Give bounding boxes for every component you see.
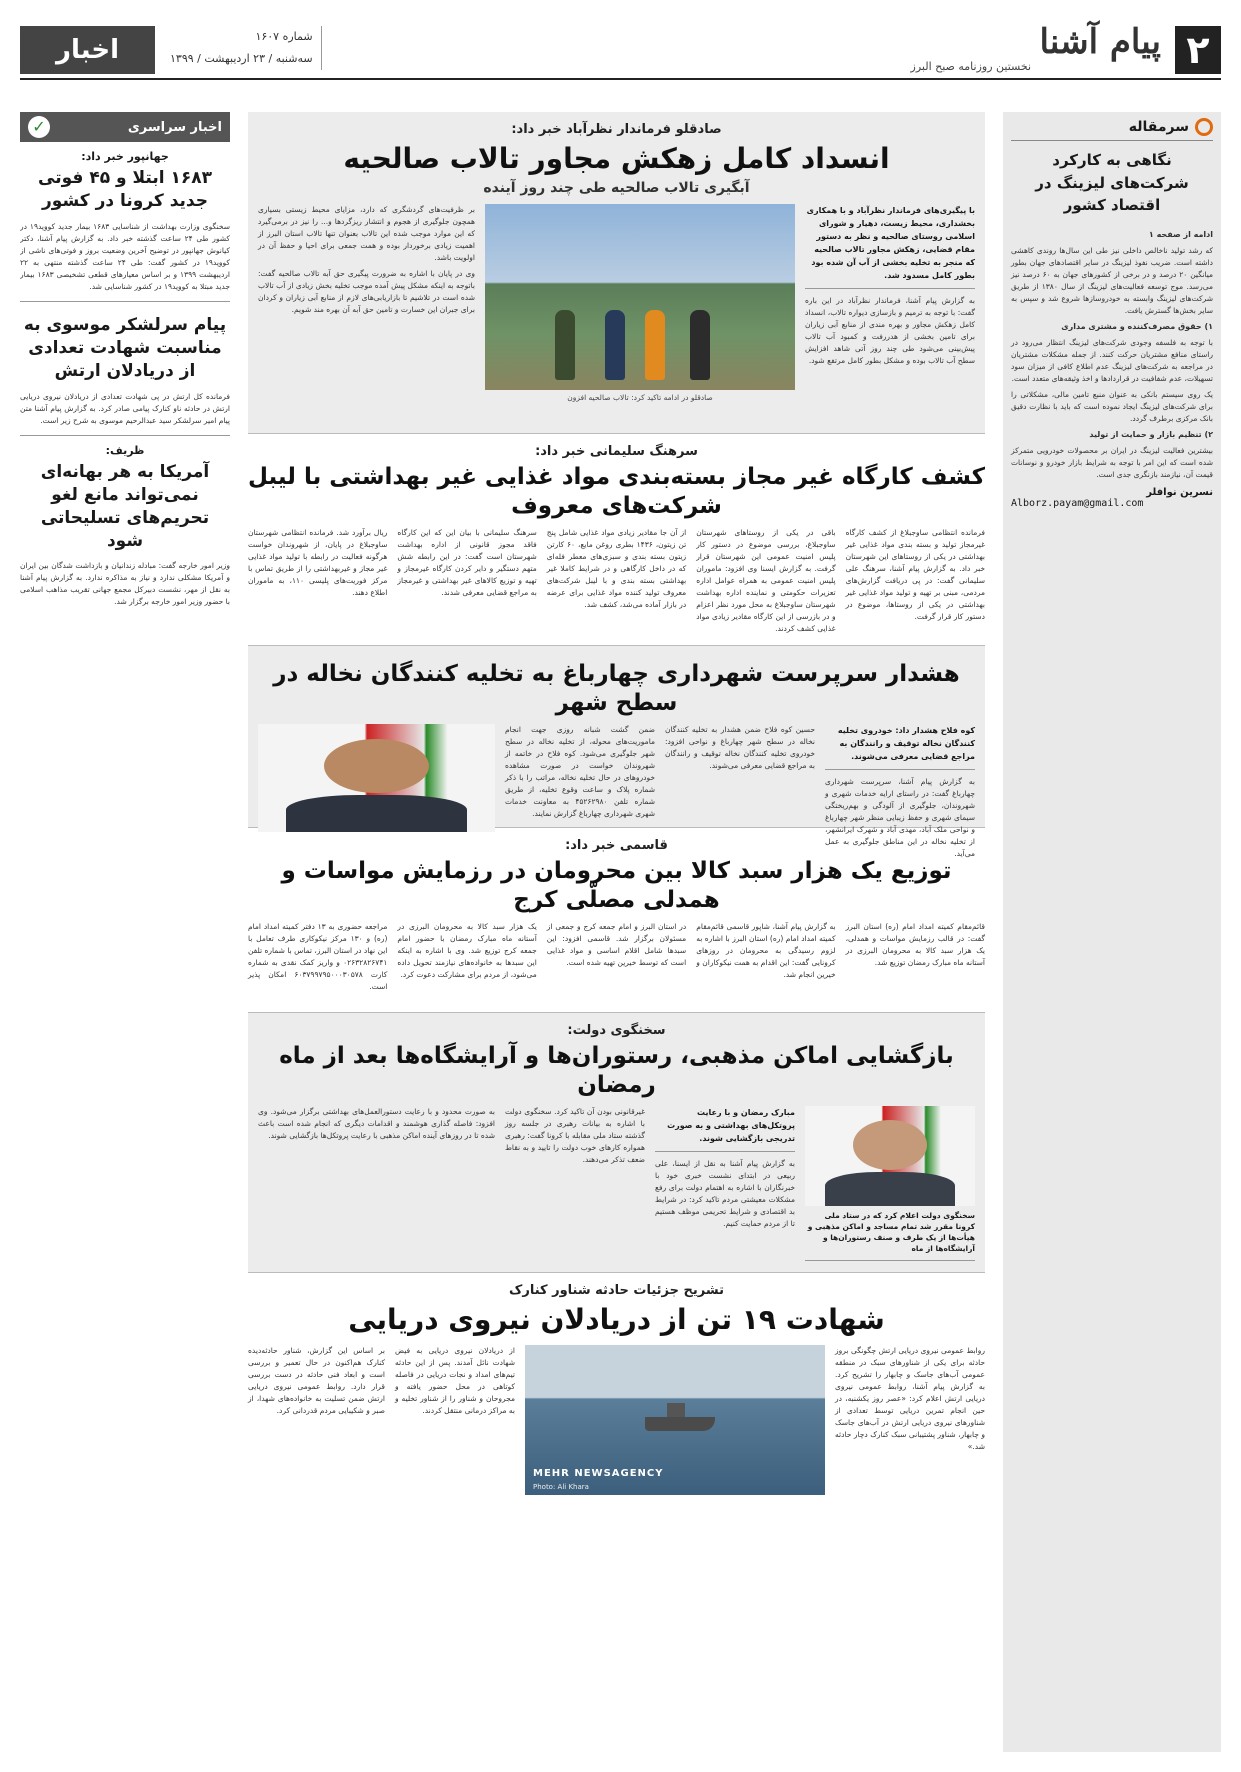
story-lead: کوه فلاح هشدار داد: خودروی تخلیه کنندگان نخاله توقیف و رانندگان به مراجع قضایی معرفی می‌شوند. (825, 724, 975, 770)
story-body: بر اساس این گزارش، شناور حادثه‌دیده کنارک هم‌اکنون در حال تعمیر و بررسی است و ابعاد فنی حادثه در دست بررسی قرار دارد. روابط عمومی نیروی دریایی ارتش ضمن تسلیت به خانواده‌های شهدا، از صبر و شکیبایی مردم قدردانی کرد. (248, 1346, 385, 1415)
story-column: فرمانده انتظامی ساوجبلاغ از کشف کارگاه غیرمجاز تولید و بسته بندی مواد غذایی غیر بهداشتی در یکی از روستاهای این شهرستان خبر داد. به گزارش پیام آشنا، سرهنگ علی سلیمانی گفت: در پی دریافت گزارش‌های مردمی، مبنی بر تهیه و تولید مواد غذایی غیر بهداشتی در یکی از روستاها، موضوع در دستور کار قرار گرفت. (845, 527, 985, 621)
national-news-label (20, 112, 230, 142)
editorial-paragraph: بیشترین فعالیت لیزینگ در ایران بر محصولات خودرویی متمرکز شده است که این امر با توجه به شرایط بازار خودرو و نوسانات قیمت آن، نیازمند بازنگری جدی است. (1011, 445, 1213, 479)
story-column: از آن جا مقادیر زیادی مواد غذایی شامل پنج تن زیتون، ۱۴۳۶ بطری روغن مایع، ۶۰ کارتن زیتون بسته بندی و سبزی‌های معطر فله‌ای که در داخل کارگاهی و در شرایط کاملا غیر بهداشتی بسته بندی و با لیبل شرکت‌های معروف تولید کننده مواد غذایی برای عرضه در بازار آماده می‌شد، کشف شد. (546, 527, 687, 609)
issue-info (170, 26, 322, 70)
story-column: ریال برآورد شد. فرمانده انتظامی شهرستان ساوجبلاغ در پایان، از شهروندان خواست هرگونه فعالیت در رابطه با تولید مواد غذایی غیر مجاز و غیربهداشتی را از طریق تماس با مرکز فوریت‌های پلیسی ۱۱۰، به ماموران اطلاع دهند. (247, 527, 388, 597)
story-column: مراجعه حضوری به ۱۳ دفتر کمیته امداد امام (ره) و ۱۳۰ مرکز نیکوکاری طرف تعامل با این نهاد در استان البرز، تماس با شماره تلفن ۰۲۶۳۲۸۲۶۷۴۱ و واریز کمک نقدی به شماره کارت ۶۰۳۷۹۹۷۹۵۰۰۰۳۰۵۷۸ امکان پذیر است. (247, 921, 388, 991)
story-body: به گزارش پیام آشنا، سرپرست شهرداری چهارباغ گفت: در راستای ارایه خدمات شهری و شهروندان، جلوگیری از آلودگی و بهم‌ریختگی سیمای شهری و حفظ زیبایی منظر شهر چهارباغ و نواحی ملک آباد، مهدی آباد و شهرک ایرانشهر، از تخلیه نخاله در این مناطق جلوگیری به عمل می‌آید. (825, 776, 975, 858)
story-headline: آمریکا به هر بهانه‌ای نمی‌تواند مانع لغو تحریم‌های تسلیحاتی شود (40, 461, 210, 551)
story-column: در استان البرز و امام جمعه کرج و جمعی از مسئولان برگزار شد. قاسمی افزود: این سبدها شامل اقلام اساسی و مواد غذایی است که توسط خیرین تهیه شده است. (546, 921, 687, 967)
national-story (20, 142, 230, 302)
editorial-icon (1195, 118, 1213, 136)
editorial-label-text: سرمقاله (1128, 119, 1189, 135)
story-body: به گزارش پیام آشنا به نقل از ایسنا، علی ربیعی در ابتدای نشست خبری خود با خبرنگاران با اشاره به اهتمام دولت برای رفع مشکلات معیشتی مردم تاکید کرد: در شرایط بد اقتصادی و شرایط تحریمی موظف هستیم تا از مردم حمایت کنیم. (655, 1158, 795, 1228)
story-column: یک هزار سبد کالا به محرومان البرزی در آستانه ماه مبارک رمضان با حضور امام جمعه کرج توزیع شد. وی با اشاره به اینکه این سبدها به خانواده‌های نیازمند تحویل داده می‌شود، از مردم برای مشارکت دعوت کرد. (397, 921, 537, 979)
story-headline: انسداد کامل زهکش مجاور تالاب صالحیه (343, 142, 890, 175)
story-headline: توزیع یک هزار سبد کالا بین محرومان در رزمایش مواسات و همدلی مصلّی کرج (281, 858, 952, 913)
editorial-paragraph: یک روی سیستم بانکی به عنوان منبع تامین مالی، مشکلاتی را برای شرکت‌های لیزینگ ایجاد نموده است که باید با نظارت دقیق بانک مرکزی برطرف گردد. (1011, 389, 1213, 423)
story-illegal-workshop (248, 434, 985, 646)
story-headline: شهادت ۱۹ تن از دریادلان نیروی دریایی (348, 1303, 885, 1336)
story-body: روابط عمومی نیروی دریایی ارتش چگونگی بروز حادثه برای یکی از شناورهای سبک در منطقه عمومی آب‌های جاسک و چابهار را تشریح کرد. به گزارش پیام آشنا، روابط عمومی نیروی دریایی ارتش اعلام کرد: «عصر روز یکشنبه، در حین انجام تمرین دریایی توسط تعدادی از شناورهای نیروی دریایی ارتش در آب‌های جاسک و چابهار، شناور پشتیبانی سبک کنارک دچار حادثه شد.» (835, 1346, 985, 1451)
story-kicker: جهانپور خبر داد: (81, 150, 169, 163)
story-kicker: ظریف: (105, 443, 145, 457)
photo-caption: سخنگوی دولت اعلام کرد که در ستاد ملی کرونا مقرر شد تمام مساجد و اماکن مذهبی و هیأت‌ها از یک طرف و صنف رستوران‌ها و آرایشگاه‌ها از ماه (805, 1210, 975, 1261)
masthead (20, 20, 1221, 80)
editorial-subheading: ۲) تنظیم بازار و حمایت از تولید (1089, 429, 1213, 439)
agency-watermark: MEHR NEWSAGENCY (533, 1468, 664, 1479)
story-kicker: صادقلو فرماندار نظرآباد خبر داد: (511, 122, 722, 137)
editorial-subheading: ۱) حقوق مصرف‌کننده و مشتری مداری (1061, 321, 1213, 331)
story-kicker: تشریح جزئیات حادثه شناور کنارک (509, 1283, 724, 1298)
story-headline: ۱۶۸۳ ابتلا و ۴۵ فوتی جدید کرونا در کشور (38, 168, 212, 211)
photo-credit: Photo: Ali Khara (533, 1483, 589, 1491)
story-body: ضمن گشت شبانه روزی جهت انجام ماموریت‌های محوله، از تخلیه نخاله در سطح شهر جلوگیری می‌شود. کوه فلاح در خاتمه از شهروندان خواست در صورت مشاهده خودروهای در حال تخلیه نخاله، مراتب را با ذکر شماره پلاک و ساعت وقوع تخلیه، از طریق شماره تلفن ۴۵۲۶۲۹۸۰ به معاونت خدمات شهری شهرداری چهارباغ گزارش نمایند. (505, 724, 655, 818)
story-column: باقی در یکی از روستاهای شهرستان ساوجبلاغ، بررسی موضوع در دستور کار پلیس امنیت عمومی این شهرستان قرار گرفت. به گزارش ایسنا وی افزود: ماموران پلیس امنیت عمومی به همراه عوامل اداره تعزیرات حکومتی و نماینده اداره بهداشت شهرستان ساوجبلاغ به محل مورد نظر اعزام و در بازرسی از این کارگاه مقادیر زیادی مواد غذایی کشف کردند. (696, 527, 836, 633)
wetland-photo (485, 204, 795, 390)
spokesman-photo (805, 1106, 975, 1206)
story-body: غیرقانونی بودن آن تاکید کرد. سخنگوی دولت با اشاره به بیانات رهبری در جلسه روز گذشته ستاد ملی مقابله با کرونا گفت: رهبری همواره کارهای خوب دولت را تایید و به نقاط ضعف تذکر می‌دهند. (505, 1106, 645, 1164)
editorial-body (1011, 229, 1213, 481)
story-konarak-incident (248, 1273, 985, 1533)
story-kicker: سرهنگ سلیمانی خبر داد: (535, 444, 698, 459)
editorial-paragraph: که رشد تولید ناخالص داخلی نیز طی این سال‌ها روندی کاهشی داشته است. ضریب نفوذ لیزینگ در سایر اقتصادهای جهان بطور میانگین ۲۰ درصد و در برخی از کشورهای جهان به ۶۰ درصد نیز می‌رسد. موج توسعه فعالیت‌های لیزینگ از سال ۱۳۸۰ از طریق شرکت‌های لیزینگ وابسته به خودروسازها شروع شد و سپس به سایر بخش‌ها گسترش یافت. (1011, 245, 1213, 315)
issue-date: سه‌شنبه / ۲۳ اردیبهشت / ۱۳۹۹ (170, 52, 313, 65)
editorial-email[interactable]: Alborz.payam@gmail.com (1011, 497, 1144, 509)
story-column: سرهنگ سلیمانی با بیان این که این کارگاه فاقد مجوز قانونی از اداره بهداشت شهرستان است گفت: در این رابطه شش متهم دستگیر و دایر کردن کارگاه غیرمجاز و تهیه و توزیع کالاهای غیر بهداشتی و غیرمجاز به مراجع قضایی معرفی شدند. (397, 527, 537, 597)
ship-icon (645, 1417, 715, 1431)
story-body: وی در پایان با اشاره به ضرورت پیگیری حق آبه تالاب صالحیه گفت: باتوجه به اینکه مشکل پیش آمده موجب تخلیه بخش زیادی از آب تالاب شده است در تلاشیم تا بازاریابی‌های لازم از منابع آبی زیاران و کردان برای جبران این خسارت و تامین حق آبه آن بهره مند شویم. (258, 269, 475, 314)
story-headline: کشف کارگاه غیر مجاز بسته‌بندی مواد غذایی غیر بهداشتی با لیبل شرکت‌های معروف (248, 464, 985, 519)
editorial-author: نسرین نوافلر (1146, 486, 1213, 498)
story-body: بر ظرفیت‌های گردشگری که دارد، مزایای محیط زیستی بسیاری همچون جلوگیری از هجوم و انتشار ریزگردها و... را نیز در برمی‌گیرد که این موارد موجب شده این تالاب بعنوان تنها تالاب استان البرز از اهمیت زیادی برخوردار بوده و همت جمعی برای احیا و حفظ آن در اولویت باشد. (258, 205, 475, 262)
editorial-paragraph: با توجه به فلسفه وجودی شرکت‌های لیزینگ انتظار می‌رود در راستای منافع مشتریان حرکت کنند. از جمله مشکلات مشتریان در مراجعه به شرکت‌های لیزینگ عدم اطلاع کافی از میزان سود تسهیلات، عدم شفافیت در قراردادها و اخذ وثیقه‌های متعدد است. (1011, 337, 1213, 383)
story-lead: با پیگیری‌های فرماندار نظرآباد و با همکاری بخشداری، محیط زیست، دهیار و شورای اسلامی روستای صالحیه و نظر به دستور مقام قضایی، زهکش مجاور تالاب صالحیه که منجر به تخلیه بخشی از آب آن شده بود بطور کامل مسدود شد. (805, 204, 975, 289)
main-news-column (248, 112, 985, 1752)
issue-number: شماره ۱۶۰۷ (255, 30, 313, 43)
story-body: به گزارش پیام آشنا، فرماندار نظرآباد در این باره گفت: با توجه به ترمیم و بازسازی دیواره تالاب، انسداد کامل زهکش مجاور و بهره مندی از منابع آبی زیاران برای تامین بخشی از هدررفت و کمبود آب تالاب پیش‌بینی می‌شود طی چند روز آتی شاهد افزایش سطح آب تالاب بوده و مشکل بطور کامل مرتفع شود. (805, 296, 975, 365)
section-title: اخبار (20, 26, 155, 74)
story-body: وزیر امور خارجه گفت: مبادله زندانیان و بازداشت شدگان بین ایران و آمریکا مشکلی ندارد و نیاز به مذاکره ندارد. به گزارش پیام آشنا به نقل از مهر، نشست دبیرکل مجمع جهانی تقریب مذاهب اسلامی با حضور وزیر امور خارجه برگزار شد. (20, 561, 230, 607)
story-headline: بازگشایی اماکن مذهبی، رستوران‌ها و آرایشگاه‌ها بعد از ماه رمضان (279, 1043, 954, 1098)
editorial-label (1011, 118, 1213, 141)
national-news-column (20, 112, 230, 1752)
story-kicker: سخنگوی دولت: (567, 1023, 666, 1038)
story-headline: هشدار سرپرست شهرداری چهارباغ به تخلیه کنندگان نخاله در سطح شهر (273, 661, 960, 716)
tagline: نخستین روزنامه صبح البرز (910, 60, 1031, 73)
story-reopening (248, 1013, 985, 1273)
story-lead: مبارک رمضان و با رعایت پروتکل‌های بهداشتی و به صورت تدریجی بازگشایی شوند. (655, 1106, 795, 1152)
newspaper-logo: پیام آشنا (1039, 22, 1161, 62)
national-story (20, 436, 230, 617)
photo-caption: صادقلو در ادامه تاکید کرد: تالاب صالحیه افزون (567, 393, 713, 402)
story-salehiyeh-wetland (248, 112, 985, 434)
national-news-label-text: اخبار سراسری (127, 119, 222, 135)
story-headline: پیام سرلشکر موسوی به مناسبت شهادت تعدادی از دریادلان ارتش (23, 314, 227, 381)
check-icon: ✓ (28, 116, 50, 138)
national-story (20, 302, 230, 436)
story-body: به صورت محدود و با رعایت دستورالعمل‌های بهداشتی برگزار می‌شود. وی افزود: فاصله گذاری هوشمند و اقدامات دیگری که انجام شده است باعث شده تا در روزهای آینده اماکن مذهبی با رعایت پروتکل‌ها بازگشایی شوند. (258, 1106, 495, 1140)
story-kicker: قاسمی خبر داد: (565, 838, 668, 853)
official-portrait (258, 724, 495, 832)
editorial-title: نگاهی به کارکرد شرکت‌های لیزینگ در اقتصاد کشور (1035, 151, 1189, 214)
editorial-column (1003, 112, 1221, 1752)
story-body: حسین کوه فلاح ضمن هشدار به تخلیه کنندگان نخاله در سطح شهر چهارباغ و نواحی افزود: خودروی تخلیه کنندگان نخاله توقیف و رانندگان به مراجع قضایی معرفی می‌شوند. (665, 724, 815, 770)
story-column: به گزارش پیام آشنا، شاپور قاسمی قائم‌مقام کمیته امداد امام (ره) استان البرز با اشاره به لزوم رسیدگی به محرومان در روزهای کرونایی گفت: این اقدام به همت نیکوکاران و خیرین انجام شد. (696, 921, 836, 979)
story-food-basket (248, 828, 985, 1013)
story-body: فرمانده کل ارتش در پی شهادت تعدادی از دریادلان نیروی دریایی ارتش در حادثه ناو کنارک پیامی صادر کرد. به گزارش پیام آشنا متن پیام امیر سرلشکر سید عبدالرحیم موسوی به شرح زیر است. (20, 391, 230, 425)
page-number: ۲ (1175, 26, 1221, 74)
editorial-continued: ادامه از صفحه ۱ (1148, 229, 1213, 239)
story-body: سخنگوی وزارت بهداشت از شناسایی ۱۶۸۳ بیمار جدید کووید۱۹ در کشور طی ۲۴ ساعت گذشته خبر داد. به گزارش پیام آشنا، دکتر کیانوش جهانپور در توضیح آخرین وضعیت بروز و فوتی‌های ناشی از کووید۱۹ در کشور گفت: طی ۲۴ ساعت گذشته منتهی به ۲۲ اردیبهشت ۱۳۹۹ و بر اساس معیارهای قطعی تشخیصی ۱۶۸۳ بیمار جدید مبتلا به کووید۱۹ در کشور شناسایی شد. (20, 221, 230, 291)
story-column: قائم‌مقام کمیته امداد امام (ره) استان البرز گفت: در قالب رزمایش مواسات و همدلی، یک هزار سبد کالا به محرومان البرزی در آستانه ماه مبارک رمضان توزیع شد. (845, 921, 985, 967)
story-body: از دریادلان نیروی دریایی به فیض شهادت نائل آمدند. پس از این حادثه تیم‌های امداد و نجات دریایی در فاصله کوتاهی در محل حضور یافته و مجروحان و شناور را از شناور تخلیه و به مراکز درمانی منتقل کردند. (395, 1346, 515, 1415)
naval-ship-photo (525, 1345, 825, 1495)
story-subhead: آبگیری تالاب صالحیه طی چند روز آینده (483, 180, 750, 196)
